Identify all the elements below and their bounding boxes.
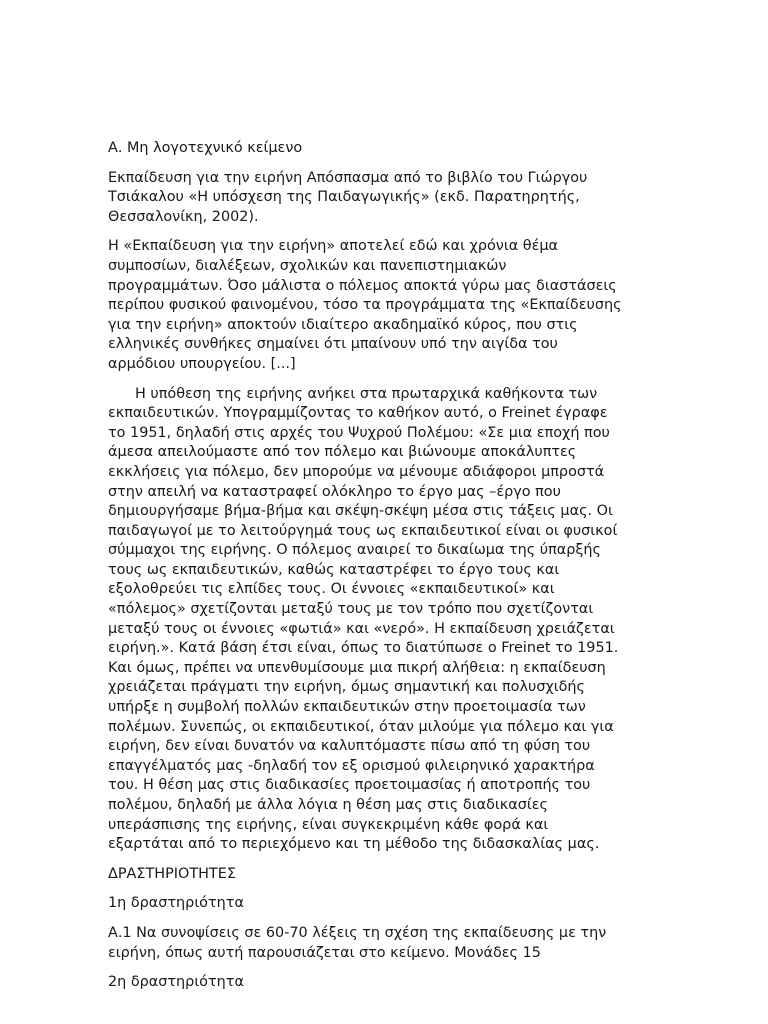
text-line: ειρήνη, δεν είναι δυνατόν να καλυπτόμαστε πίσω από τη φύση του (108, 738, 591, 755)
text-line: μεταξύ τους οι έννοιες «φωτιά» και «νερό». Η εκπαίδευση χρειάζεται (108, 620, 615, 637)
text-line: Και όμως, πρέπει να υπενθυμίσουμε μια πικρή αλήθεια: η εκπαίδευση (108, 659, 606, 676)
activity-2-title-text: 2η δραστηριότητα (108, 974, 244, 991)
question-line: ειρήνη, όπως αυτή παρουσιάζεται στο κείμενο. Μονάδες 15 (108, 944, 541, 961)
text-line: πολέμων. Συνεπώς, οι εκπαιδευτικοί, όταν μιλούμε για πόλεμο και για (108, 718, 614, 735)
text-line: χρειάζεται πράγματι την ειρήνη, όμως σημαντική και πολυσχιδής (108, 679, 585, 696)
text-line: του. Η θέση μας στις διαδικασίες προετοιμασίας ή αποτροπής του (108, 777, 591, 794)
source-line: Θεσσαλονίκη, 2002). (108, 208, 259, 225)
text-line: στην απειλή να καταστραφεί ολόκληρο το έργο μας –έργο που (108, 483, 561, 500)
activity-2-title (108, 973, 648, 993)
paragraph-main (108, 385, 648, 855)
paragraph-intro (108, 237, 648, 374)
activities-heading-text: ΔΡΑΣΤΗΡΙΟΤΗΤΕΣ (108, 865, 236, 882)
text-line: εξολοθρεύει τις ελπίδες τους. Οι έννοιες «εκπαιδευτικοί» και (108, 581, 555, 598)
text-line: επαγγέλματός μας -δηλαδή τον εξ ορισμού φιλειρηνικό χαρακτήρα (108, 757, 595, 774)
text-line: εκκλήσεις για πόλεμο, δεν μπορούμε να μένουμε αδιάφοροι μπροστά (108, 463, 605, 480)
text-line: δημιουργήσαμε βήμα-βήμα και σκέψη-σκέψη μέσα στις τάξεις μας. Οι (108, 503, 613, 520)
text-line: συμποσίων, διαλέξεων, σχολικών και πανεπιστημιακών (108, 257, 507, 274)
heading-line: Α. Μη λογοτεχνικό κείμενο (108, 140, 303, 156)
text-line: «πόλεμος» σχετίζονται μεταξύ τους με τον τρόπο που σχετίζονται (108, 601, 594, 618)
text-line: παιδαγωγοί με το λειτούργημά τους ως εκπαιδευτικοί είναι οι φυσικοί (108, 522, 618, 539)
text-line: υπεράσπισης της ειρήνης, είναι συγκεκριμένη κάθε φορά και (108, 816, 549, 833)
text-line: πολέμου, δηλαδή με άλλα λόγια η θέση μας στις διαδικασίες (108, 797, 548, 813)
text-line: ελληνικές συνθήκες σημαίνει ότι μπαίνουν υπό την αιγίδα του (108, 336, 558, 353)
text-line: σύμμαχοι της ειρήνης. Ο πόλεμος αναιρεί το δικαίωμα της ύπαρξής (108, 542, 601, 559)
activity-1-title-text: 1η δραστηριότητα (108, 895, 244, 912)
text-line: άμεσα απειλούμαστε από τον πόλεμο και βιώνουμε αποκάλυπτες (108, 444, 577, 461)
text-line: υπήρξε η συμβολή πολλών εκπαιδευτικών στην προετοιμασία των (108, 699, 586, 716)
source-line: Τσιάκαλου «Η υπόσχεση της Παιδαγωγικής» (εκδ. Παρατηρητής, (108, 189, 580, 206)
text-line: τους ως εκπαιδευτικών, καθώς καταστρέφει το έργο τους και (108, 561, 560, 578)
section-heading (108, 139, 648, 159)
text-line: εξαρτάται από το περιεχόμενο και τη μέθοδο της διδασκαλίας μας. (108, 836, 600, 853)
source-citation (108, 169, 648, 228)
activity-1-title (108, 894, 648, 914)
text-line-content: Η υπόθεση της ειρήνης ανήκει στα πρωταρχικά καθήκοντα των (135, 385, 598, 402)
text-line: περίπου φυσικού φαινομένου, τόσο τα προγράμματα της «Εκπαίδευσης (108, 297, 622, 314)
text-line: αρμόδιου υπουργείου. [...] (108, 355, 296, 372)
activities-heading (108, 865, 648, 885)
document-page (108, 139, 648, 1003)
question-line: Α.1 Να συνοψίσεις σε 60-70 λέξεις τη σχέση της εκπαίδευσης με την (108, 924, 607, 941)
text-line: ειρήνη.». Κατά βάση έτσι είναι, όπως το διατύπωσε ο Freinet το 1951. (108, 640, 619, 657)
activity-1-question (108, 924, 648, 963)
text-line: Η «Εκπαίδευση για την ειρήνη» αποτελεί εδώ και χρόνια θέμα (108, 238, 559, 255)
text-line: εκπαιδευτικών. Υπογραμμίζοντας το καθήκον αυτό, ο Freinet έγραφε (108, 405, 608, 422)
text-line: το 1951, δηλαδή στις αρχές του Ψυχρού Πολέμου: «Σε μια εποχή που (108, 424, 610, 441)
text-line: για την ειρήνη» αποκτούν ιδιαίτερο ακαδημαϊκό κύρος, που στις (108, 316, 578, 333)
source-line: Εκπαίδευση για την ειρήνη Απόσπασμα από το βιβλίο του Γιώργου (108, 169, 588, 186)
text-line-first (108, 385, 648, 405)
text-line: προγραμμάτων. Όσο μάλιστα ο πόλεμος αποκτά γύρω μας διαστάσεις (108, 277, 617, 294)
